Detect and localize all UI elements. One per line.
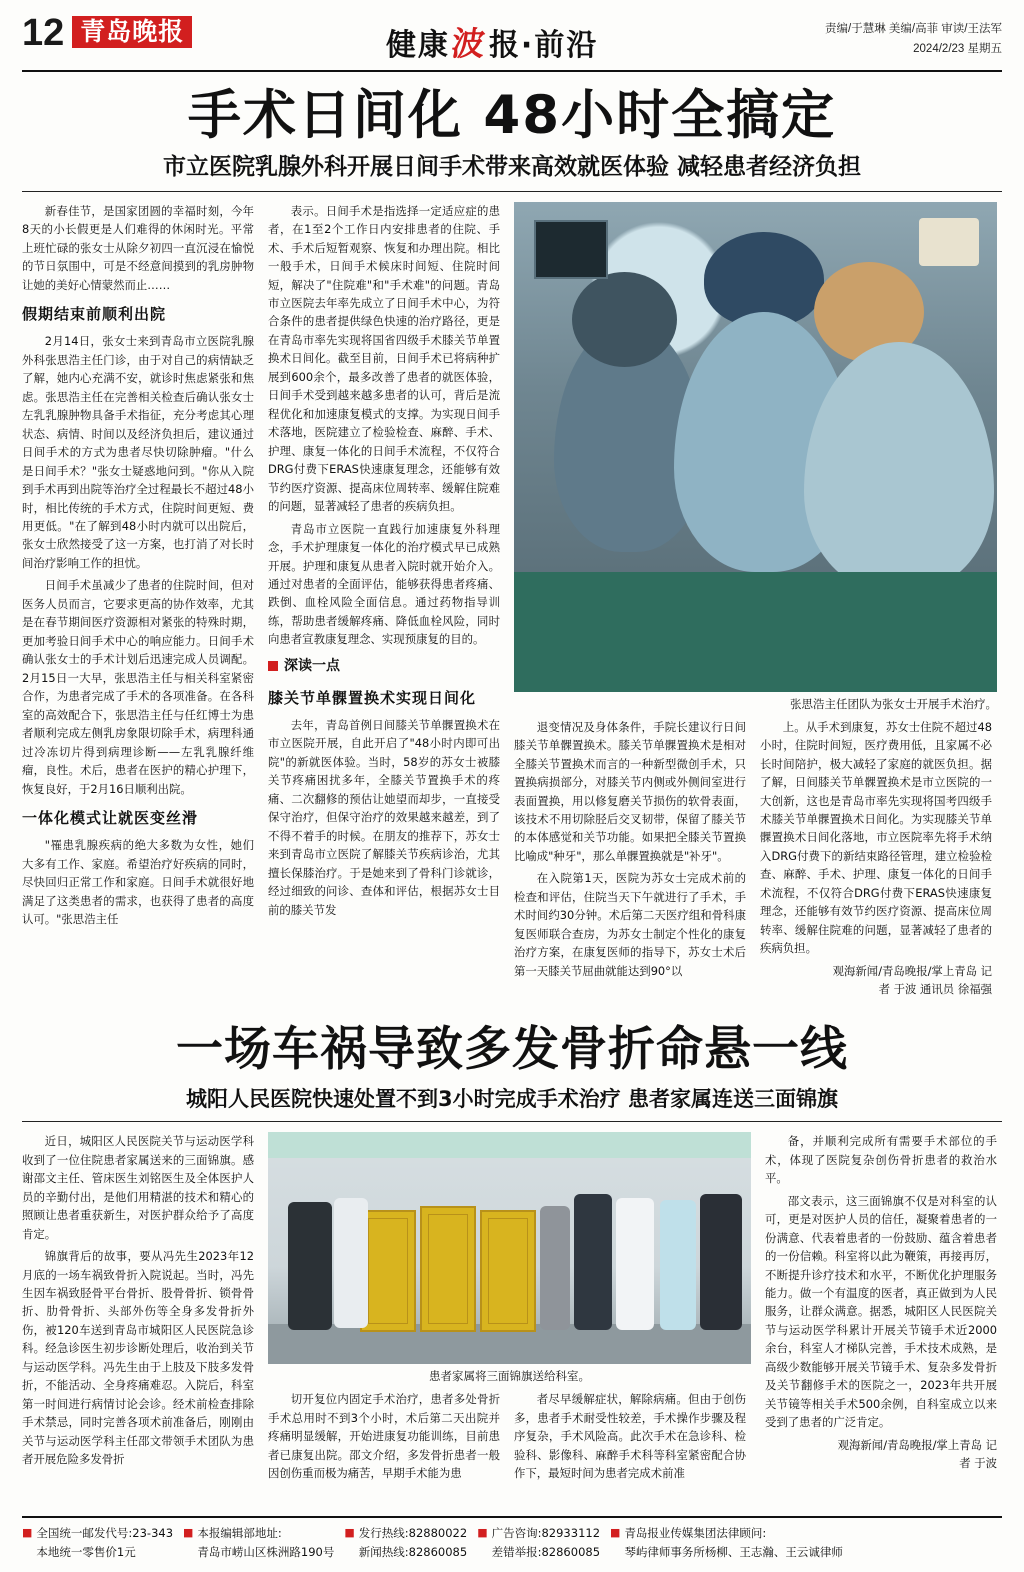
article2-middle-block [268,1132,751,1486]
footer-text: 本报编辑部地址: [197,1526,282,1541]
masthead [22,14,1002,72]
photo-person [616,1198,654,1330]
paragraph: 青岛市立医院一直践行加速康复外科理念，手术护理康复一体化的治疗模式早已成熟开展。护理和康复从患者入院时就开始介入。通过对患者的全面评估，能够获得患者疼痛、跌倒、血栓风险全面信息。通过药物指导训练，帮助患者缓解疼痛、降低血栓风险，同时向患者宣教康复理念、实现预康复的目的。 [268,521,500,647]
bullet-icon: ■ [610,1526,621,1540]
byline-line-2: 者 于波 [959,1455,997,1470]
bullet-icon: ■ [22,1526,33,1540]
article2-column-4 [765,1132,997,1472]
article1-right-block [514,202,997,999]
article1-deepread-heading [268,655,500,678]
section-title-prefix: 健康 [385,28,450,63]
paragraph: "罹患乳腺疾病的绝大多数为女性，她们大多有工作、家庭。希望治疗好疾病的同时，尽快回归正常工作和家庭。日间手术就很好地满足了这类患者的需求，也获得了患者的高度认可。"张思浩主任 [22,838,254,927]
article1-photo [514,202,997,692]
paragraph: 者尽早缓解症状，解除病痛。但由于创伤多，患者手术耐受性较差，手术操作步骤及程序复杂，手术风险高。此次手术在急诊科、检验科、影像科、麻醉手术科等科室紧密配合协作下，最短时间为患者完成术前准 [514,1392,746,1481]
photo-ceiling-band [268,1132,751,1158]
divider-2 [22,1121,1002,1122]
byline-line-1: 观海新闻/青岛晚报/掌上青岛 记 [837,1437,997,1452]
byline-line-1: 观海新闻/青岛晚报/掌上青岛 记 [832,963,992,978]
photo-banner-3 [480,1210,536,1332]
page-footer [22,1516,1002,1562]
photo-person [574,1194,612,1330]
footer-text: 青岛报业传媒集团法律顾问: [624,1526,767,1541]
paragraph: 在入院第1天，医院为苏女士完成术前的检查和评估，住院当天下午就进行了手术，手术时间约30分钟。术后第二天医疗组和骨科康复医师联合查房，为苏女士制定个性化的康复治疗方案，在康复医师的指导下，苏女士术后第一天膝关节屈曲就能达到90°以 [514,871,746,978]
footer-text: 发行热线:82880022 [358,1526,468,1541]
photo-monitor [534,220,608,279]
photo-figure-head [572,272,677,367]
article2-photo-caption: 患者家属将三面锦旗送给科室。 [429,1369,590,1384]
article1-column-2 [268,202,500,923]
article1-byline [760,962,992,999]
photo-person [660,1200,696,1330]
photo-banner-2 [420,1206,476,1332]
article2-photo [268,1132,751,1364]
paragraph: 备，并顺利完成所有需要手术部位的手术，体现了医院复杂创伤骨折患者的救治水平。 [765,1134,997,1186]
article1-headline: 手术日间化 48小时全搞定 [187,85,837,146]
bullet-icon: ■ [477,1526,488,1540]
article2-column-1 [22,1132,254,1472]
byline-line-2: 者 于波 通讯员 徐福强 [878,981,992,996]
paragraph: 上。从手术到康复，苏女士住院不超过48小时，住院时间短，医疗费用低，且家属不必长时间陪护，极大减轻了家庭的就医负担。据了解，日间膝关节单髁置换术是市立医院的一大创新，这也是青岛市率先实现将国考四级手术膝关节单髁置换术日间化。为实现膝关节单髁置换术日间化落地，市立医院率先将手术纳入DRG付费下的新结束路径管理，建立检验检查、麻醉、手术、护理、康复一体化的日间手术流程，不仅符合DRG付费下ERAS快速康复理念，还能够有效节约医疗资源、提高床位周转率、缓解住院难的问题，显著减轻了患者的疾病负担。 [760,719,992,956]
section-title-highlight: 波 [448,24,490,63]
photo-person [700,1194,742,1330]
bullet-icon: ■ [183,1526,194,1540]
credits-date: 2024/2/23 星期五 [913,42,1002,55]
footer-text: 新闻热线:82860085 [358,1545,468,1560]
paragraph: 表示。日间手术是指选择一定适应症的患者，在1至2个工作日内安排患者的住院、手术、手术后短暂观察、恢复和办理出院。相比一般手术，日间手术候床时间短、住院时间短，解决了"住院难"和"手术难"的问题。青岛市立医院去年率先成立了日间手术中心，为符合条件的患者提供绿色快速的治疗路径，更是在青岛市率先实现将国省四级手术膝关节单置换术日间化。截至目前，日间手术已将病种扩展到600余个，最多改善了患者的就医体验，日间手术受到越来越多患者的认可，背后是流程优化和加速康复模式的支撑。为实现日间手术落地，医院建立了检验检查、麻醉、手术、护理、康复一体化的日间手术流程，不仅符合DRG付费下ERAS快速康复理念，还能够有效节约医疗资源、提高床位周转率、缓解住院难的问题，显著减轻了患者的疾病负担。 [268,203,500,514]
paragraph: 去年，青岛首例日间膝关节单髁置换术在市立医院开展，自此开启了"48小时内即可出院"的新就医体验。当时，58岁的苏女士被膝关节疼痛困扰多年，全膝关节置换手术的疼痛、二次翻修的预估让她望而却步，一直接受保守治疗，但保守治疗的效果越来越差，到了不得不着手的时候。在朋友的推荐下，苏女士来到青岛市立医院了解膝关节疾病诊治，尤其擅长保膝治疗。于是她来到了骨科门诊就诊，经过细致的问诊、查体和评估，根据苏女士目前的膝关节发 [268,717,500,917]
article1-subheading-3: 膝关节单髁置换术实现日间化 [268,688,477,707]
section-title-suffix: 报·前沿 [488,28,599,63]
article1-photo-caption: 张思浩主任团队为张女士开展手术治疗。 [790,696,997,711]
paragraph: 日间手术虽减少了患者的住院时间，但对医务人员而言，它要求更高的协作效率，尤其是在春节期间医疗资源相对紧张的特殊时期，更加考验日间手术中心的响应能力。日间手术确认张女士的手术计划后迅速完成人员调配。2月15日一大早，张思浩主任与相关科室紧密合作，为患者完成了手术的各项准备。在各科室的高效配合下，张思浩主任与任红博士为患者顺利完成左侧乳房象限切除手术，病理科通过冷冻切片得到病理诊断——左乳乳腺纤维瘤，良性。术后，患者在医护的精心护理下，恢复良好，于2月16日顺利出院。 [22,578,254,796]
footer-text: 全国统一邮发代号:23-343 [36,1526,174,1541]
footer-text: 青岛市崂山区株洲路190号 [197,1545,335,1560]
article1-subheading-1: 假期结束前顺利出院 [22,304,167,323]
article1-column-1 [22,202,254,933]
paragraph: 邵文表示，这三面锦旗不仅是对科室的认可，更是对医护人员的信任，凝聚着患者的一份满意、代表着患者的一份鼓励、蕴含着患者的一份信赖。科室将以此为鞭策，再接再厉，不断提升诊疗技术和水平，不断优化护理服务能力。做一个有温度的医者，真正做到为人民服务，让群众满意。据悉，城阳区人民医院关节与运动医学科累计开展关节镜手术近2000余台，科室人才梯队完善，手术技术成熟，是高级少数能够开展关节镜手术、复杂多发骨折及关节翻修手术的医院之一，2023年共开展关节镜等相关手术500余例，自科室成立以来受到了患者的广泛肯定。 [765,1193,997,1430]
footer-text: 本地统一零售价1元 [36,1545,136,1560]
article1-lower-columns [514,718,997,999]
bullet-icon: ■ [344,1526,355,1540]
page-number: 12 [22,12,65,54]
article2-body [22,1132,1002,1486]
footer-cell-subscription [22,1524,173,1562]
article1-subhead: 市立医院乳腺外科开展日间手术带来高效就医体验 减轻患者经济负担 [162,153,861,180]
article2-byline [765,1436,997,1473]
paragraph: 近日，城阳区人民医院关节与运动医学科收到了一位住院患者家属送来的三面锦旗。感谢邵文主任、管床医生刘铭医生及全体医护人员的辛勤付出，是他们用精湛的技术和精心的照顾让患者重获新生，对医护群众给予了高度肯定。 [22,1134,254,1241]
photo-banner-1 [360,1210,416,1332]
footer-text: 广告咨询:82933112 [491,1526,601,1541]
article2-subhead: 城阳人民医院快速处置不到3小时完成手术治疗 患者家属连送三面锦旗 [186,1087,838,1112]
photo-lamp [919,218,979,266]
divider [22,191,1002,192]
footer-cell-ads [477,1524,600,1562]
photo-person [540,1206,570,1330]
paragraph: 切开复位内固定手术治疗，患者多处骨折手术总用时不到3个小时，术后第二天出院并疼痛明显缓解，开始进康复功能训练，目前患者已康复出院。邵文介绍，多发骨折患者一般因创伤重而极为痛苦，早期手术能为患 [268,1392,500,1481]
paragraph: 锦旗背后的故事，要从冯先生2023年12月底的一场车祸致骨折入院说起。当时，冯先生因车祸致胫骨平台骨折、股骨骨折、锁骨骨折、肋骨骨折、头部外伤等全身多发骨折外伤，被120车送到青岛市城阳区人民医院急诊科。经急诊医生初步诊断处理后，收治到关节与运动医学科。冯先生由于上肢及下肢多发骨折，不能活动、全身疼痛难忍。入院后，科室第一时间进行病情讨论会诊。经术前检查排除手术禁忌，同时完善各项术前准备后，刚刚由关节与运动医学科主任邵文带领手术团队为患者开展危险多发骨折 [22,1249,254,1467]
article2-lower-columns [268,1390,751,1486]
footer-text: 琴屿律师事务所杨柳、王志瀚、王云诚律师 [624,1545,843,1560]
footer-cell-address [183,1524,334,1562]
issue-credits [792,14,1002,59]
footer-text: 差错举报:82860085 [491,1545,601,1560]
photo-surgical-drape [514,572,997,692]
photo-person [288,1202,332,1330]
article1-body [22,202,1002,999]
article2-column-3 [514,1390,746,1486]
article1-subheading-2: 一体化模式让就医变丝滑 [22,809,199,827]
paragraph: 退变情况及身体条件，手院长建议行日间膝关节单髁置换术。膝关节单髁置换术是相对全膝关节置换术而言的一种新型微创手术，只置换病损部分，对膝关节内侧或外侧间室进行表面置换，用以修复磨关节损伤的软骨表面，该技术不用切除胫后交叉韧带，保留了膝关节的本体感觉和关节功能。如果把全膝关节置换比喻成"种牙"，那么单髁置换就是"补牙"。 [514,719,746,863]
article1-column-3 [514,718,746,999]
paragraph: 2月14日，张女士来到青岛市立医院乳腺外科张思浩主任门诊，由于对自己的病情缺乏了解，她内心充满不安，就诊时焦虑紧张和焦虑。张思浩主任在完善相关检查后确认张女士左乳乳腺肿物具备手术指征，充分考虑其心理状态、病情、时间以及经济负担后，建议通过日间手术的方式为患者尽快切除肿瘤。"什么是日间手术？"张女士疑惑地问到。"你从入院到手术再到出院等治疗全过程最长不超过48小时，相比传统的手术方式，住院时间更短、费用更低。"在了解到48小时内就可以出院后，张女士欣然接受了这一方案，也打消了对长时间治疗影响工作的担忧。 [22,334,254,570]
photo-person [334,1198,368,1328]
deepread-label: 深读一点 [284,657,340,674]
paragraph: 新春佳节，是国家团圆的幸福时刻，今年8天的小长假更是人们难得的休闲时光。平常上班忙碌的张女士从除夕初四一直沉浸在愉悦的节日氛围中，可是不经意间摸到的乳房肿物让她的美好心情蒙然而止…… [22,203,254,292]
credits-editors: 责编/于慧琳 美编/高菲 审读/王法军 [825,23,1002,35]
section-title [192,18,792,65]
red-square-icon [268,661,278,671]
footer-cell-hotlines [344,1524,467,1562]
article2-headline: 一场车祸导致多发骨折命悬一线 [176,1022,848,1078]
footer-cell-legal [610,1524,843,1562]
article1-column-4 [760,718,992,999]
article2-column-2 [268,1390,500,1486]
paper-logo: 青岛晚报 [72,16,192,48]
